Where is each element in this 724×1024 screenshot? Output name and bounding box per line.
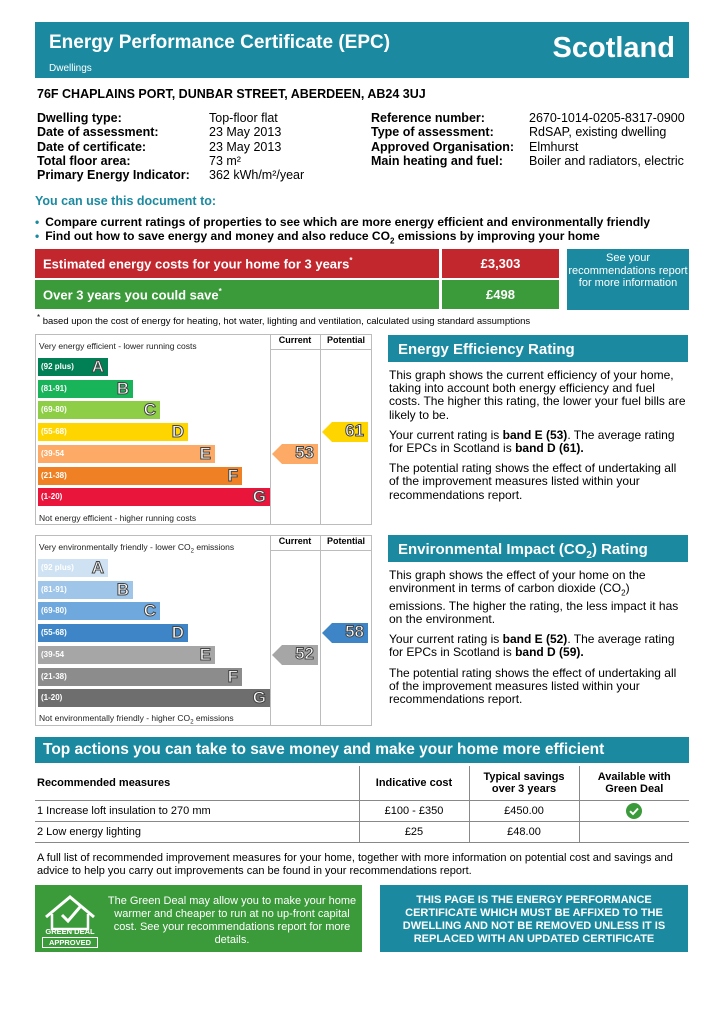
band-range: (92 plus) bbox=[41, 563, 74, 572]
text: . The average rating for EPCs in Scotland is bbox=[389, 427, 675, 456]
divider bbox=[320, 335, 321, 524]
subscript: 2 bbox=[389, 236, 395, 246]
band-range: (39-54 bbox=[41, 649, 65, 659]
detail-label: Approved Organisation: bbox=[371, 139, 515, 154]
chart-bottom-label: Not energy efficient - higher running costs bbox=[39, 513, 197, 523]
detail-row bbox=[371, 154, 691, 168]
detail-row bbox=[371, 125, 691, 139]
paragraph: The potential rating shows the effect of undertaking all of the improvement measures listed within your recommendations report. bbox=[389, 461, 677, 502]
text: . The average rating for EPCs in Scotland is bbox=[389, 632, 675, 660]
detail-label: Date of certificate: bbox=[37, 139, 147, 154]
band-e bbox=[38, 646, 215, 664]
use-doc-heading: You can use this document to: bbox=[35, 194, 217, 208]
paragraph bbox=[389, 429, 689, 455]
ei-panel-title bbox=[388, 535, 688, 562]
property-address: 76F CHAPLAINS PORT, DUNBAR STREET, ABERDEEN, AB24 3UJ bbox=[37, 87, 426, 101]
text: emissions bbox=[193, 542, 235, 552]
detail-row bbox=[37, 154, 367, 168]
band-a bbox=[38, 358, 108, 376]
divider bbox=[270, 550, 371, 551]
region-label: Scotland bbox=[552, 32, 675, 64]
chart-top-label bbox=[39, 542, 234, 555]
see-recommendations-note: See your recommendations report for more information bbox=[567, 249, 689, 310]
band-letter: G bbox=[252, 688, 266, 708]
estimated-costs-label bbox=[35, 249, 439, 278]
band-d bbox=[38, 423, 188, 441]
detail-value: Top-floor flat bbox=[209, 111, 278, 125]
bullet-text: Find out how to save energy and money and also reduce CO bbox=[45, 229, 390, 243]
band-letter: E bbox=[199, 644, 211, 664]
measure-cell: 2 Low energy lighting bbox=[35, 821, 359, 842]
table-row bbox=[35, 800, 689, 821]
potential-rating-arrow bbox=[322, 623, 368, 643]
detail-label: Primary Energy Indicator: bbox=[37, 168, 190, 183]
full-list-note: A full list of recommended improvement measures for your home, together with more information on potential cost and savings and advice to help you carry out improvements can be found in your recommendations report. bbox=[37, 852, 673, 877]
current-rating-value: 52 bbox=[295, 643, 314, 663]
asterisk: * bbox=[37, 313, 41, 322]
column-current: Current bbox=[278, 536, 312, 546]
current-band: band E (53) bbox=[502, 427, 568, 442]
band-range: (55-68) bbox=[41, 628, 67, 638]
band-range: (1-20) bbox=[41, 492, 63, 502]
recommended-measures-table bbox=[35, 766, 689, 843]
estimated-costs-value: £3,303 bbox=[442, 249, 559, 278]
band-letter: F bbox=[227, 465, 238, 485]
column-header: Typical savings over 3 years bbox=[469, 766, 579, 800]
current-band: band E (52) bbox=[502, 632, 568, 647]
band-letter: B bbox=[116, 378, 129, 398]
band-letter: A bbox=[91, 558, 104, 577]
band-range: (55-68) bbox=[41, 427, 67, 437]
paragraph bbox=[389, 633, 689, 659]
detail-row bbox=[371, 140, 691, 154]
divider bbox=[270, 536, 271, 725]
footnote-text: based upon the cost of energy for heating, hot water, lighting and ventilation, calculated using standard assumptions bbox=[40, 316, 531, 328]
band-range: (39-54 bbox=[41, 448, 65, 458]
label-text: Estimated energy costs for your home for 3 years bbox=[43, 256, 350, 272]
detail-label: Dwelling type: bbox=[37, 111, 122, 125]
text: ) emissions. The higher the rating, the less impact it has on the environment. bbox=[389, 581, 679, 626]
band-b bbox=[38, 581, 133, 599]
band-d bbox=[38, 624, 188, 642]
column-current: Current bbox=[278, 335, 312, 345]
savings-cell: £48.00 bbox=[469, 821, 579, 842]
detail-label: Date of assessment: bbox=[37, 125, 159, 140]
green-deal-cell bbox=[579, 821, 689, 842]
page-title: Energy Performance Certificate (EPC) bbox=[49, 32, 391, 53]
ee-panel-text bbox=[389, 369, 689, 509]
cost-cell: £25 bbox=[359, 821, 469, 842]
subscript: 2 bbox=[621, 588, 626, 598]
green-deal-approved-logo bbox=[40, 889, 100, 949]
text: Environmental Impact (CO bbox=[398, 541, 587, 558]
text: Not environmentally friendly - higher CO bbox=[39, 713, 191, 723]
band-range: (69-80) bbox=[41, 405, 67, 415]
potential-savings-label bbox=[35, 280, 439, 309]
text: Your current rating is bbox=[389, 632, 503, 647]
column-potential: Potential bbox=[326, 536, 365, 546]
detail-value: 362 kWh/m²/year bbox=[209, 168, 305, 183]
detail-value: 73 m² bbox=[209, 153, 241, 168]
environmental-impact-chart bbox=[35, 535, 372, 726]
top-actions-title: Top actions you can take to save money and make your home more efficient bbox=[35, 737, 689, 763]
table-row bbox=[35, 821, 689, 842]
potential-savings-row bbox=[35, 280, 565, 309]
text: This graph shows the effect of your home on the environment in terms of carbon dioxide (CO bbox=[389, 568, 646, 596]
chart-top-label: Very energy efficient - lower running costs bbox=[39, 341, 197, 351]
detail-row bbox=[37, 168, 367, 182]
text: Your current rating is bbox=[389, 427, 503, 442]
text: emissions bbox=[193, 713, 234, 723]
band-b bbox=[38, 380, 133, 398]
band-e bbox=[38, 445, 215, 463]
details-right bbox=[371, 111, 691, 168]
affix-notice: THIS PAGE IS THE ENERGY PERFORMANCE CERTIFICATE WHICH MUST BE AFFIXED TO THE DWELLING AND NOT BE REMOVED UNLESS IT IS REPLACED WITH AN UPDATED CERTIFICATE bbox=[380, 885, 688, 952]
band-f bbox=[38, 668, 242, 686]
page-subtitle: Dwellings bbox=[49, 63, 92, 74]
potential-rating-value: 61 bbox=[345, 421, 364, 441]
text: ) Rating bbox=[591, 541, 648, 558]
ei-panel-text bbox=[389, 569, 689, 713]
detail-label: Reference number: bbox=[371, 111, 485, 125]
column-potential: Potential bbox=[326, 335, 365, 345]
band-range: (81-91) bbox=[41, 383, 67, 393]
use-doc-bullets bbox=[35, 215, 695, 248]
subscript: 2 bbox=[586, 550, 592, 561]
divider bbox=[270, 335, 271, 524]
cost-footnote bbox=[37, 313, 530, 327]
detail-label: Total floor area: bbox=[37, 153, 131, 168]
green-deal-box bbox=[35, 885, 362, 952]
asterisk: * bbox=[349, 256, 353, 265]
band-range: (1-20) bbox=[41, 693, 63, 703]
details-left bbox=[37, 111, 367, 182]
paragraph bbox=[389, 569, 689, 626]
paragraph: The potential rating shows the effect of undertaking all of the improvement measures listed within your recommendations report. bbox=[389, 665, 677, 707]
current-rating-arrow bbox=[272, 645, 318, 665]
average-band: band D (61). bbox=[515, 441, 584, 456]
energy-efficiency-chart bbox=[35, 334, 372, 525]
divider bbox=[320, 536, 321, 725]
bullet-item: • Compare current ratings of properties to see which are more energy efficient and environmentally friendly bbox=[35, 215, 651, 229]
detail-row bbox=[37, 111, 367, 125]
subscript: 2 bbox=[190, 548, 194, 555]
bullet-text: Compare current ratings of properties to see which are more energy efficient and environmentally friendly bbox=[45, 215, 651, 229]
current-rating-value: 53 bbox=[295, 442, 314, 462]
detail-value: RdSAP, existing dwelling bbox=[529, 125, 667, 140]
column-header: Available with Green Deal bbox=[579, 766, 689, 800]
column-header: Recommended measures bbox=[35, 766, 359, 800]
detail-row bbox=[37, 125, 367, 139]
header-banner bbox=[35, 22, 689, 78]
estimated-costs-row bbox=[35, 249, 565, 278]
band-letter: D bbox=[171, 422, 184, 442]
detail-value: Boiler and radiators, electric bbox=[529, 153, 684, 168]
band-letter: E bbox=[199, 443, 211, 463]
current-rating-arrow bbox=[272, 444, 318, 464]
potential-savings-value: £498 bbox=[442, 280, 559, 309]
text: Very environmentally friendly - lower CO bbox=[39, 542, 191, 552]
detail-value: Elmhurst bbox=[529, 139, 579, 154]
cost-cell: £100 - £350 bbox=[359, 800, 469, 821]
band-c bbox=[38, 401, 160, 419]
ee-panel-title: Energy Efficiency Rating bbox=[388, 335, 688, 362]
band-letter: D bbox=[171, 623, 184, 643]
logo-text: GREEN DEAL bbox=[45, 927, 95, 936]
savings-cell: £450.00 bbox=[469, 800, 579, 821]
divider bbox=[270, 349, 371, 350]
detail-label: Type of assessment: bbox=[371, 125, 494, 140]
band-range: (92 plus) bbox=[41, 362, 74, 371]
detail-value: 23 May 2013 bbox=[209, 139, 282, 154]
band-letter: C bbox=[143, 601, 156, 621]
table-header-row bbox=[35, 766, 689, 800]
asterisk: * bbox=[218, 287, 222, 296]
check-circle-icon bbox=[626, 803, 642, 819]
band-letter: A bbox=[91, 357, 104, 376]
band-range: (81-91) bbox=[41, 584, 67, 594]
detail-value: 2670-1014-0205-8317-0900 bbox=[529, 111, 685, 125]
band-letter: C bbox=[143, 400, 156, 420]
measure-cell: 1 Increase loft insulation to 270 mm bbox=[35, 800, 359, 821]
band-a bbox=[38, 559, 108, 577]
detail-value: 23 May 2013 bbox=[209, 125, 282, 140]
detail-row bbox=[37, 140, 367, 154]
green-deal-cell bbox=[579, 800, 689, 821]
band-letter: F bbox=[227, 666, 238, 686]
band-letter: G bbox=[252, 487, 266, 507]
band-range: (21-38) bbox=[41, 470, 67, 480]
column-header: Indicative cost bbox=[359, 766, 469, 800]
subscript: 2 bbox=[190, 719, 194, 726]
band-letter: B bbox=[116, 579, 129, 599]
band-c bbox=[38, 602, 160, 620]
label-text: Over 3 years you could save bbox=[43, 287, 219, 303]
band-range: (69-80) bbox=[41, 606, 67, 616]
green-deal-text: The Green Deal may allow you to make your home warmer and cheaper to run at no up-front capital cost. See your recommendations report for more details. bbox=[107, 895, 357, 946]
paragraph: This graph shows the current efficiency of your home, taking into account both energy efficiency and fuel costs. The higher this rating, the lower your fuel bills are likely to be. bbox=[389, 368, 686, 422]
potential-rating-value: 58 bbox=[345, 622, 364, 642]
logo-text: APPROVED bbox=[42, 937, 98, 948]
detail-row bbox=[371, 111, 691, 125]
chart-bottom-label bbox=[39, 713, 234, 726]
band-f bbox=[38, 467, 242, 485]
detail-label: Main heating and fuel: bbox=[371, 153, 503, 168]
band-range: (21-38) bbox=[41, 671, 67, 681]
band-g bbox=[38, 689, 270, 707]
bullet-item: • Find out how to save energy and money and also reduce $CO_2$ emissions by improving your home bbox=[35, 229, 600, 246]
average-band: band D (59). bbox=[515, 645, 584, 660]
bullet-text: emissions by improving your home bbox=[394, 229, 600, 243]
potential-rating-arrow bbox=[322, 422, 368, 442]
band-g bbox=[38, 488, 270, 506]
